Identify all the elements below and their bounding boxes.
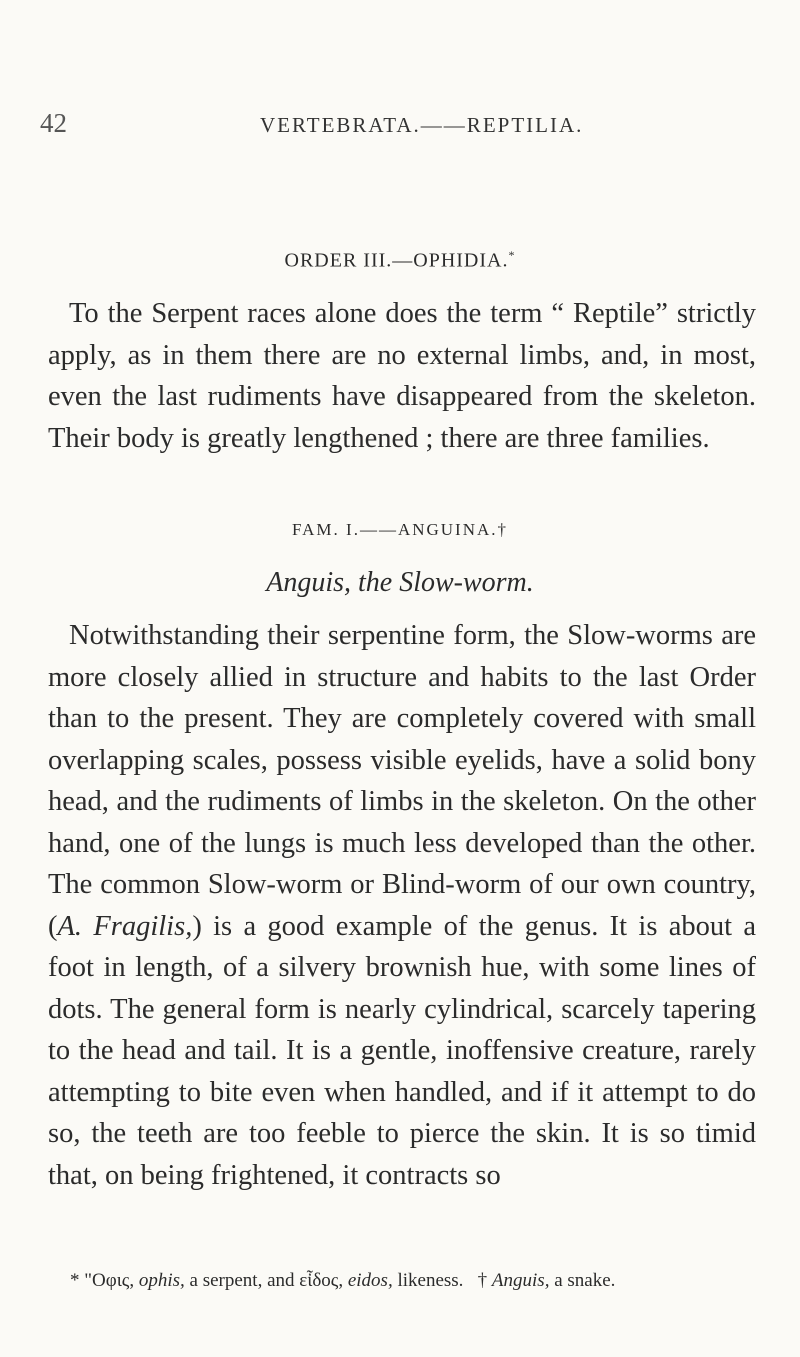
footnote xyxy=(70,1270,770,1292)
footnote-greek-1: "Οφις, xyxy=(84,1270,135,1291)
family-heading-text: FAM. I.——ANGUINA. xyxy=(291,520,498,539)
body-paragraph xyxy=(48,615,756,1196)
species-name: A. Fragilis, xyxy=(57,910,193,942)
footnote-mark-2: † xyxy=(477,1270,488,1291)
order-heading xyxy=(0,248,800,273)
genus-name: Anguis, xyxy=(266,567,351,598)
footnote-text-3: a snake. xyxy=(554,1270,616,1291)
footnote-translit-2: eidos, xyxy=(347,1270,393,1291)
family-footnote-mark: † xyxy=(497,520,509,539)
footnote-mark-1: * xyxy=(70,1270,80,1291)
intro-paragraph: To the Serpent races alone does the term “ Reptile” strictly apply, as in them there are no external limbs, and, in most, even the last rudiments have disappeared from the skeleton. Their body is greatly lengthened ; there are three families. xyxy=(48,298,756,454)
footnote-translit-1: ophis, xyxy=(138,1270,185,1291)
family-heading xyxy=(0,520,800,540)
footnote-text-2: likeness. xyxy=(397,1270,464,1291)
page-number: 42 xyxy=(40,108,67,138)
body-text-part2: ) is a good example of the genus. It is about a foot in length, of a silvery brownish hue, with some lines of dots. The general form is nearly cylindrical, scarcely tapering to the head and tail. It is a gentle, inoffensive creature, rarely attempting to bite even when handled, and if it attempt to do so, the teeth are too feeble to pierce the skin. It is so timid that, on being frightened, it contracts so xyxy=(48,910,756,1191)
footnote-latin: Anguis, xyxy=(491,1270,550,1291)
running-head: VERTEBRATA.——REPTILIA. xyxy=(260,113,584,137)
body-text-part1: Notwithstanding their serpentine form, the Slow-worms are more closely allied in structure and habits to the last Order than to the present. They are completely covered with small overlapping scales, possess visible eyelids, have a solid bony head, and the rudiments of limbs in the skeleton. On the other hand, one of the lungs is much less developed than the other. The common Slow-worm or Blind-worm of our own country, ( xyxy=(48,620,756,942)
order-heading-text: ORDER III.—OPHIDIA. xyxy=(284,249,509,272)
footnote-greek-2: εἶδος, xyxy=(299,1270,344,1291)
order-footnote-mark: * xyxy=(508,248,516,262)
genus-common-name: the Slow-worm. xyxy=(358,567,534,598)
footnote-text-1: a serpent, and xyxy=(189,1270,295,1291)
genus-title xyxy=(0,567,800,599)
